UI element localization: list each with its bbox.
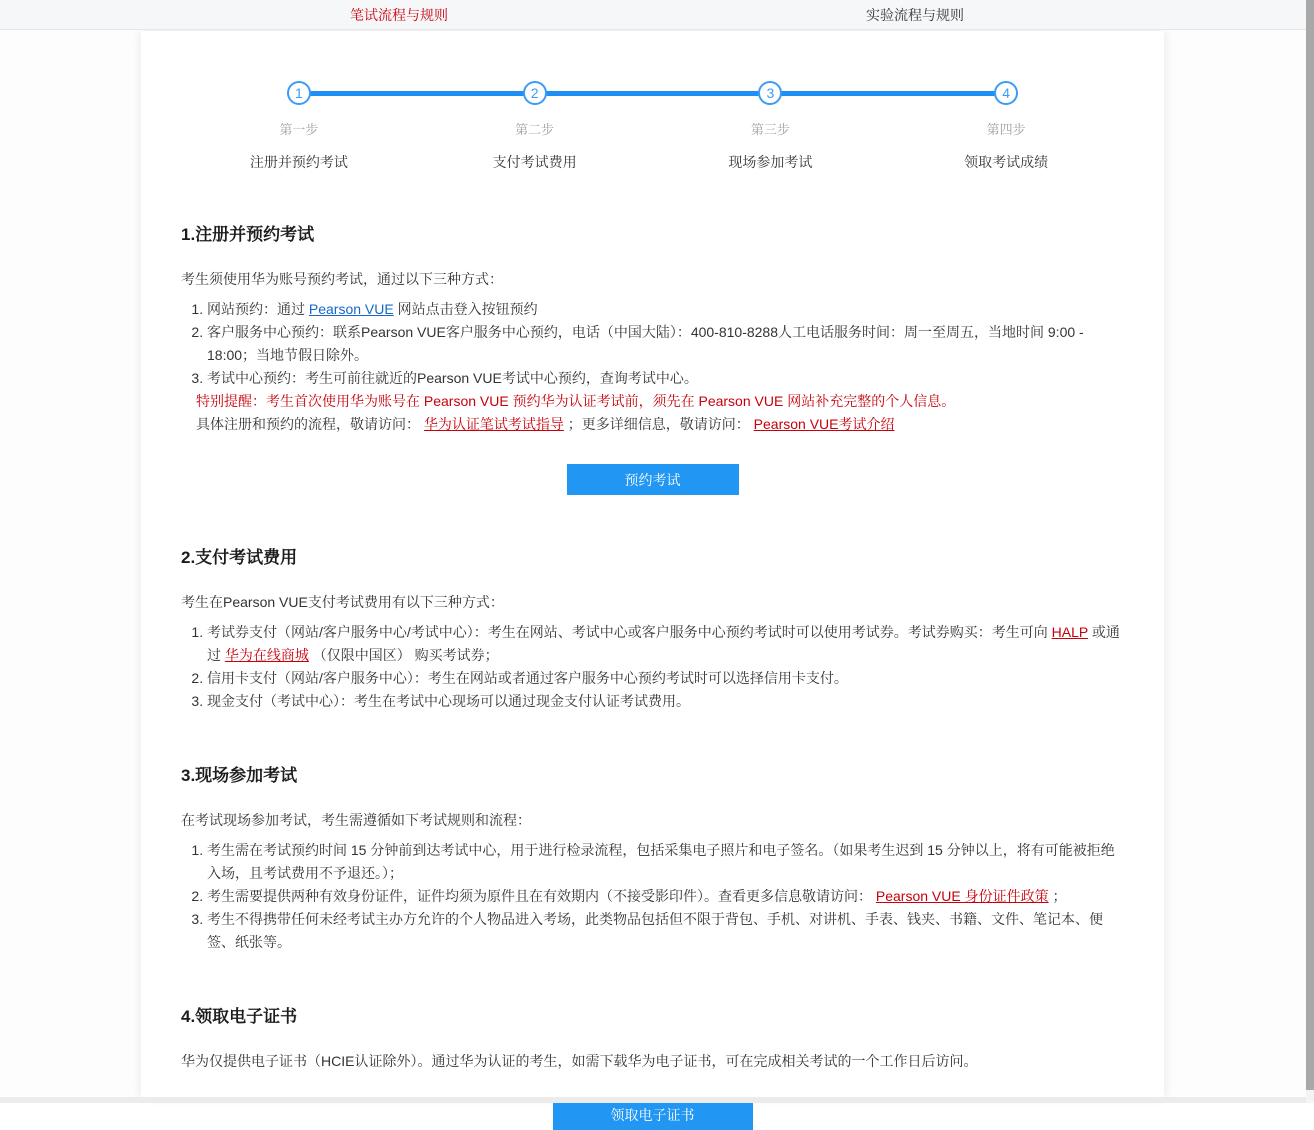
item-text: （仅限中国区） 购买考试券； [308,647,499,663]
step-label: 第一步 [279,122,319,137]
get-e-certificate-button[interactable]: 领取电子证书 [553,1099,753,1130]
special-reminder-text: 特别提醒：考生首次使用华为账号在 Pearson VUE 预约华为认证考试前，须先在 Pearson VUE 网站补充完整的个人信息。 [196,393,956,409]
section-register-and-book [181,220,1124,495]
list-item [207,690,1124,713]
stepper-step-2 [417,81,653,172]
payment-methods-list [181,621,1124,713]
content-card [141,31,1164,1123]
list-item [207,321,1124,367]
tab-label: 笔试流程与规则 [350,6,448,23]
stepper-step-4 [888,81,1124,172]
item-text: 考生不得携带任何未经考试主办方允许的个人物品进入考场，此类物品包括但不限于背包、手机、对讲机、手表、钱夹、书籍、文件、笔记本、便签、纸张等。 [207,911,1103,950]
list-item [207,298,1124,321]
item-text: 或通过 [207,624,1120,663]
top-tab-bar [0,0,1314,30]
item-text: 网站点击登入按钮预约 [393,301,538,317]
list-item [207,621,1124,667]
note-text: ；更多详细信息，敬请访问： [563,416,754,432]
guide-note [181,413,1124,436]
huawei-online-store-link[interactable]: 华为在线商城 [224,647,309,663]
step-label: 第四步 [986,122,1026,137]
vertical-scrollbar[interactable] [1306,0,1314,1103]
step-circle-2: 2 [523,81,547,105]
step-circle-3: 3 [758,81,782,105]
section-intro: 在考试现场参加考试，考生需遵循如下考试规则和流程： [181,812,531,828]
item-text: ； [1048,888,1067,904]
section-intro: 考生在Pearson VUE支付考试费用有以下三种方式： [181,594,504,610]
id-policy-link[interactable]: Pearson VUE 身份证件政策 [875,888,1049,904]
section-heading: 4.领取电子证书 [181,1007,298,1026]
tab-lab-exam-rules[interactable] [657,0,1173,29]
written-exam-guide-link[interactable]: 华为认证笔试考试指导 [423,416,564,432]
item-text: 网站预约：通过 [207,301,309,317]
step-title: 领取考试成绩 [964,154,1049,170]
tab-label: 实验流程与规则 [866,6,964,23]
step-title: 支付考试费用 [492,154,577,170]
item-text: 客户服务中心预约：联系Pearson VUE客户服务中心预约，电话（中国大陆）：400-810-8288人工电话服务时间：周一至周五，当地时间 9:00 - 18:00；当地节假日除外。 [207,324,1084,363]
step-title: 现场参加考试 [728,154,813,170]
booking-methods-list [181,298,1124,390]
page-bottom-strip [0,1097,1314,1103]
section-get-certificate [181,1002,1124,1130]
item-text: 信用卡支付（网站/客户服务中心）：考生在网站或者通过客户服务中心预约考试时可以选择信用卡支付。 [207,670,848,686]
exam-steps-progress [181,81,1124,172]
item-text: 考试券支付（网站/客户服务中心/考试中心）：考生在网站、考试中心或客户服务中心预约考试时可以使用考试券。考试券购买：考生可向 [207,624,1052,640]
stepper-step-3 [653,81,889,172]
section-intro: 考生须使用华为账号预约考试，通过以下三种方式： [181,271,503,287]
list-item [207,885,1124,908]
section-heading: 3.现场参加考试 [181,766,298,785]
list-item [207,367,1124,390]
list-item [207,839,1124,885]
item-text: 考生需在考试预约时间 15 分钟前到达考试中心，用于进行检录流程，包括采集电子照片和电子签名。（如果考生迟到 15 分钟以上，将有可能被拒绝入场，且考试费用不予退还。）； [207,842,1115,881]
tab-written-exam-rules[interactable] [141,0,657,29]
step-circle-1: 1 [287,81,311,105]
list-item [207,667,1124,690]
step-label: 第三步 [750,122,790,137]
book-exam-button[interactable]: 预约考试 [567,464,739,495]
pearson-vue-exam-intro-link[interactable]: Pearson VUE考试介绍 [753,416,895,432]
step-label: 第二步 [515,122,555,137]
section-attend-exam-onsite [181,761,1124,954]
section-heading: 1.注册并预约考试 [181,225,315,244]
step-title: 注册并预约考试 [249,154,348,170]
section-heading: 2.支付考试费用 [181,548,298,567]
exam-rules-list [181,839,1124,954]
note-text: 具体注册和预约的流程，敬请访问： [196,416,424,432]
item-text: 考试中心预约：考生可前往就近的Pearson VUE考试中心预约，查询考试中心。 [207,370,698,386]
section-intro: 华为仅提供电子证书（HCIE认证除外）。通过华为认证的考生，如需下载华为电子证书，可在完成相关考试的一个工作日后访问。 [181,1053,978,1069]
item-text: 考生需要提供两种有效身份证件，证件均须为原件且在有效期内（不接受影印件）。查看更多信息敬请访问： [207,888,876,904]
item-text: 现金支付（考试中心）：考生在考试中心现场可以通过现金支付认证考试费用。 [207,693,690,709]
halp-link[interactable]: HALP [1051,624,1088,640]
stepper-step-1 [181,81,417,172]
scrollbar-thumb[interactable] [1306,0,1314,1090]
list-item [207,908,1124,954]
section-pay-exam-fee [181,543,1124,713]
pearson-vue-link[interactable]: Pearson VUE [308,301,394,317]
step-circle-4: 4 [994,81,1018,105]
